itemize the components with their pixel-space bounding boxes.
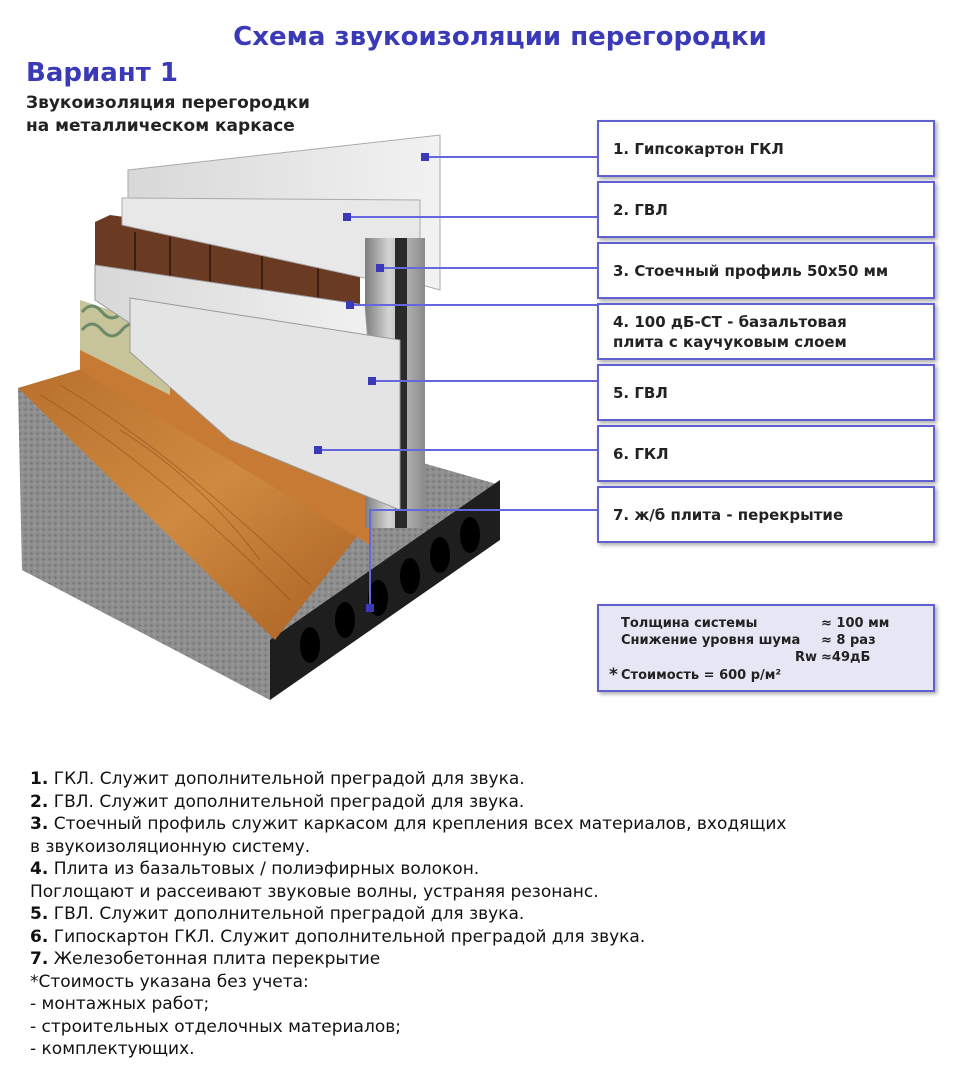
noise-label: Снижение уровня шума bbox=[621, 633, 801, 648]
note-4-cont-text: Поглощают и рассеивают звуковые волны, устраняя резонанс. bbox=[30, 881, 599, 902]
rw-label: Rw bbox=[795, 650, 818, 665]
note-6-num: 6. bbox=[30, 926, 49, 947]
noise-value: ≈ 8 раз bbox=[821, 633, 876, 648]
note-3-text: Стоечный профиль служит каркасом для крепления всех материалов, входящих bbox=[48, 814, 787, 834]
note-3 bbox=[30, 813, 786, 836]
note-2 bbox=[30, 791, 786, 814]
legend-item-5: 5. ГВЛ bbox=[597, 364, 935, 421]
cost-note-text: *Стоимость указана без учета: bbox=[30, 971, 309, 992]
subtitle-line-2: на металлическом каркасе bbox=[26, 116, 295, 136]
legend-item-3: 3. Стоечный профиль 50х50 мм bbox=[597, 242, 935, 299]
note-7-num: 7. bbox=[30, 949, 49, 969]
legend-item-4-line-1: 4. 100 дБ-СТ - базальтовая bbox=[613, 312, 847, 331]
legend-item-1: 1. Гипсокартон ГКЛ bbox=[597, 120, 935, 177]
note-3-cont bbox=[30, 836, 786, 859]
cost-label: Стоимость = 600 р/м² bbox=[621, 668, 782, 683]
cost-note-item-3 bbox=[30, 1038, 786, 1061]
cost-note-item-2-text: - строительных отделочных материалов; bbox=[30, 1016, 401, 1037]
rw-value: ≈49дБ bbox=[821, 650, 871, 665]
note-1-text: ГКЛ. Служит дополнительной преградой для звука. bbox=[48, 769, 525, 789]
cost-note-item-3-text: - комплектующих. bbox=[30, 1039, 195, 1059]
summary-box bbox=[597, 604, 935, 692]
note-2-text: ГВЛ. Служит дополнительной преградой для звука. bbox=[48, 791, 525, 812]
legend-item-6: 6. ГКЛ bbox=[597, 425, 935, 482]
legend-item-4 bbox=[597, 303, 935, 360]
note-4-cont bbox=[30, 881, 786, 904]
note-3-cont-text: в звукоизоляционную систему. bbox=[30, 836, 311, 857]
notes-list bbox=[30, 768, 786, 1061]
cost-note-item-1-text: - монтажных работ; bbox=[30, 994, 210, 1014]
note-3-num: 3. bbox=[30, 814, 49, 834]
note-2-num: 2. bbox=[30, 791, 49, 812]
cost-note bbox=[30, 971, 786, 994]
note-5-text: ГВЛ. Служит дополнительной преградой для звука. bbox=[48, 904, 525, 924]
note-4 bbox=[30, 858, 786, 881]
note-4-num: 4. bbox=[30, 859, 49, 879]
diagram-title: Схема звукоизоляции перегородки bbox=[233, 22, 767, 52]
legend-item-2: 2. ГВЛ bbox=[597, 181, 935, 238]
cost-note-item-1 bbox=[30, 993, 786, 1016]
note-4-text: Плита из базальтовых / полиэфирных волокон. bbox=[48, 859, 480, 879]
thickness-label: Толщина системы bbox=[621, 616, 758, 631]
thickness-value: ≈ 100 мм bbox=[821, 616, 890, 631]
note-6 bbox=[30, 926, 786, 949]
cost-star: * bbox=[609, 665, 618, 685]
note-5-num: 5. bbox=[30, 904, 49, 924]
note-1-num: 1. bbox=[30, 769, 49, 789]
legend-item-7: 7. ж/б плита - перекрытие bbox=[597, 486, 935, 543]
note-5 bbox=[30, 903, 786, 926]
legend-item-4-line-2: плита с каучуковым слоем bbox=[613, 332, 847, 351]
note-7 bbox=[30, 948, 786, 971]
cost-note-item-2 bbox=[30, 1016, 786, 1039]
subtitle-line-1: Звукоизоляция перегородки bbox=[26, 93, 310, 113]
variant-heading: Вариант 1 bbox=[26, 58, 178, 88]
note-7-text: Железобетонная плита перекрытие bbox=[48, 949, 381, 969]
note-6-text: Гипоскартон ГКЛ. Служит дополнительной преградой для звука. bbox=[48, 926, 646, 947]
note-1 bbox=[30, 768, 786, 791]
